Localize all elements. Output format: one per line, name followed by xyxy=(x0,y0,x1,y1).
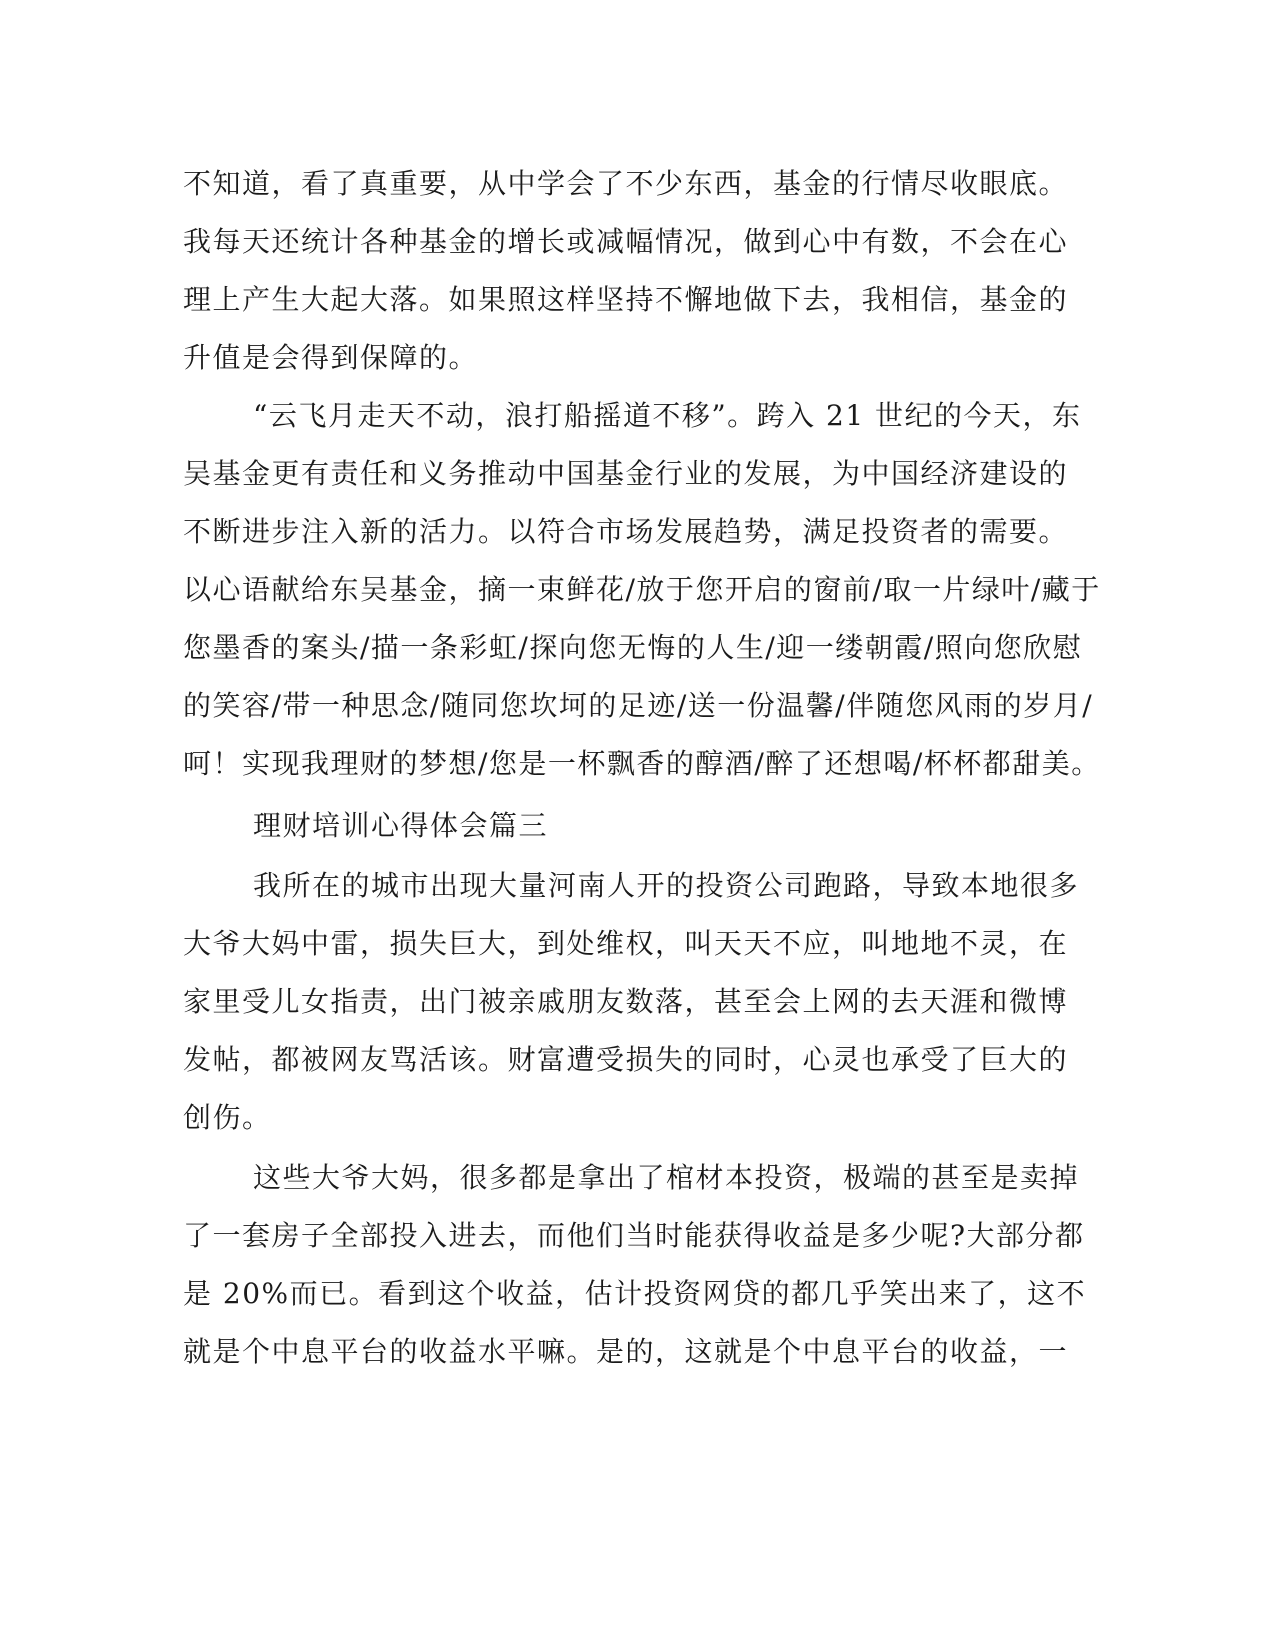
text-line: 大爷大妈中雷，损失巨大，到处维权，叫天天不应，叫地地不灵，在 xyxy=(183,927,1069,960)
text-line: 这些大爷大妈，很多都是拿出了棺材本投资，极端的甚至是卖掉 xyxy=(253,1161,1080,1194)
text-line: 家里受儿女指责，出门被亲戚朋友数落，甚至会上网的去天涯和微博 xyxy=(183,985,1069,1018)
text-line: 创伤。 xyxy=(183,1101,272,1134)
text-line: “云飞月走天不动，浪打船摇道不移”。跨入 21 世纪的今天，东 xyxy=(253,399,1082,432)
text-line: 升值是会得到保障的。 xyxy=(183,341,479,374)
text-line: 不断进步注入新的活力。以符合市场发展趋势，满足投资者的需要。 xyxy=(183,515,1069,548)
text-line: 了一套房子全部投入进去，而他们当时能获得收益是多少呢?大部分都 xyxy=(183,1219,1085,1252)
text-line: 您墨香的案头/描一条彩虹/探向您无悔的人生/迎一缕朝霞/照向您欣慰 xyxy=(183,631,1083,664)
text-line: 以心语献给东吴基金，摘一束鲜花/放于您开启的窗前/取一片绿叶/藏于 xyxy=(183,573,1101,606)
text-line: 是 20%而已。看到这个收益，估计投资网贷的都几乎笑出来了，这不 xyxy=(183,1277,1087,1310)
text-line: 不知道，看了真重要，从中学会了不少东西，基金的行情尽收眼底。 xyxy=(183,167,1069,200)
section-heading: 理财培训心得体会篇三 xyxy=(253,809,549,842)
text-line: 吴基金更有责任和义务推动中国基金行业的发展，为中国经济建设的 xyxy=(183,457,1069,490)
text-line: 我所在的城市出现大量河南人开的投资公司跑路，导致本地很多 xyxy=(253,869,1080,902)
text-line: 理上产生大起大落。如果照这样坚持不懈地做下去，我相信，基金的 xyxy=(183,283,1069,316)
text-line: 发帖，都被网友骂活该。财富遭受损失的同时，心灵也承受了巨大的 xyxy=(183,1043,1069,1076)
text-line: 我每天还统计各种基金的增长或减幅情况，做到心中有数，不会在心 xyxy=(183,225,1069,258)
text-line: 就是个中息平台的收益水平嘛。是的，这就是个中息平台的收益，一 xyxy=(183,1335,1069,1368)
text-line: 的笑容/带一种思念/随同您坎坷的足迹/送一份温馨/伴随您风雨的岁月/ xyxy=(183,689,1094,722)
text-line: 呵！实现我理财的梦想/您是一杯飘香的醇酒/醉了还想喝/杯杯都甜美。 xyxy=(183,747,1101,780)
